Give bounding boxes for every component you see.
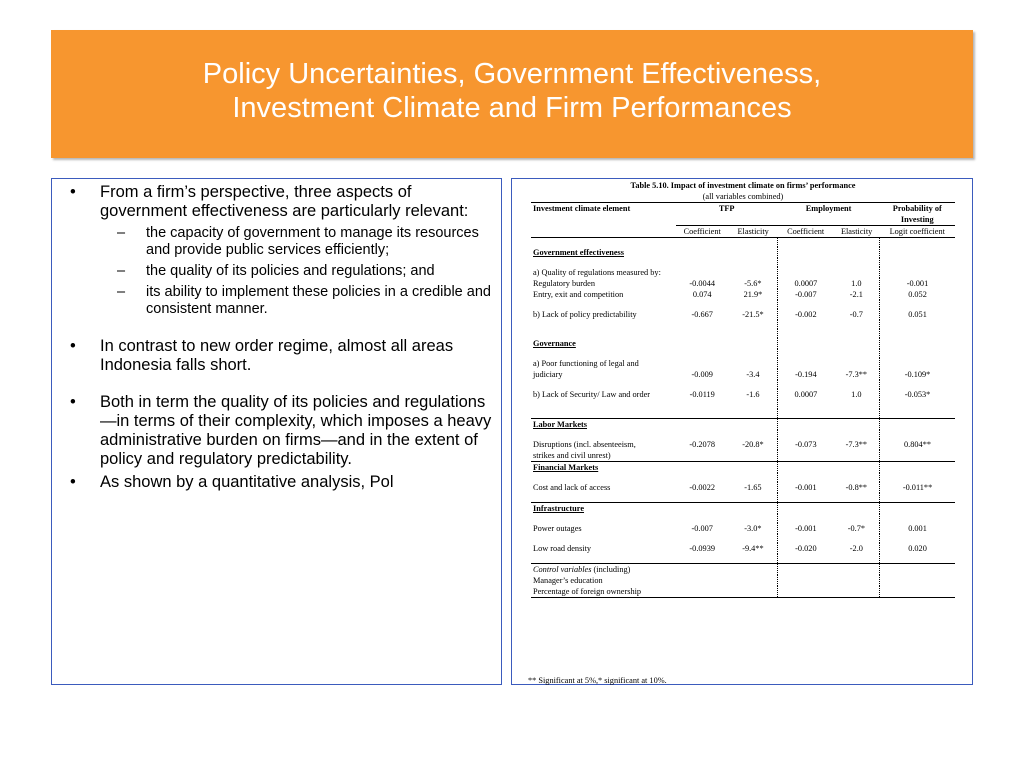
row-label: Percentage of foreign ownership	[533, 587, 642, 596]
table-row	[531, 389, 955, 400]
subheader-cell: Coefficient	[683, 227, 721, 236]
spacer-row	[531, 300, 955, 309]
value-cell: -0.053*	[880, 389, 955, 400]
spacer-row	[531, 473, 955, 482]
subheader-cell: Elasticity	[840, 227, 873, 236]
value-cell: -0.0119	[689, 390, 715, 399]
spacer-row	[531, 320, 955, 329]
value-cell: 1.0	[851, 279, 862, 288]
table-row	[531, 586, 955, 598]
bullet-text: Both in term the quality of its policies and regulations—in terms of their complexity, which imposes a heavy administrative burden on firms—and in the extent of policy and regulatory predictability.	[100, 393, 492, 468]
value-cell: -0.8**	[845, 483, 868, 492]
value-cell: -7.3**	[845, 440, 868, 449]
table-title: Table 5.10. Impact of investment climate on firms’ performance	[630, 181, 856, 190]
table-row	[531, 450, 955, 462]
title-banner	[51, 30, 973, 158]
value-cell: 0.052	[880, 289, 955, 300]
row-label: Low road density	[533, 544, 592, 553]
value-cell: -5.6*	[744, 279, 762, 288]
sub-bullet-text: its ability to implement these policies in a credible and consistent manner.	[146, 284, 491, 317]
subheader-blank	[531, 226, 676, 238]
value-cell: -21.5*	[742, 310, 764, 319]
bullet-list	[62, 183, 494, 492]
row-label: a) Quality of regulations measured by:	[533, 268, 661, 277]
spacer-row	[531, 329, 955, 338]
value-cell: 0.074	[692, 290, 712, 299]
value-cell: -0.002	[778, 309, 834, 320]
value-cell: 1.0	[851, 390, 862, 399]
section-title: Infrastructure	[533, 504, 585, 513]
value-cell: -0.007	[691, 524, 713, 533]
section-title: Government effectiveness	[533, 248, 625, 257]
sub-bullet-item	[62, 284, 494, 318]
slide-title-line-2: Investment Climate and Firm Performances	[232, 92, 792, 124]
slide-title	[51, 57, 973, 125]
value-cell: -3.0*	[744, 524, 762, 533]
section-row	[531, 462, 955, 474]
sub-bullet-text: the quality of its policies and regulations; and	[146, 263, 435, 279]
header-probability: Probability of Investing	[880, 203, 955, 226]
row-label: a) Poor functioning of legal and	[533, 359, 639, 368]
bullet-marker: •	[70, 473, 76, 491]
subheader-cell: Coefficient	[787, 227, 825, 236]
table-grid	[531, 202, 955, 598]
row-label: Cost and lack of access	[533, 483, 611, 492]
sub-bullet-item	[62, 225, 494, 259]
dash-marker: –	[117, 284, 126, 300]
table-caption	[531, 180, 955, 202]
table-row	[531, 482, 955, 493]
row-label: b) Lack of policy predictability	[533, 310, 637, 319]
table-row	[531, 289, 955, 300]
slide-title-line-1: Policy Uncertainties, Government Effectiveness,	[202, 58, 822, 90]
bullet-item	[62, 183, 494, 221]
row-label: Manager’s education	[533, 576, 603, 585]
spacer-row	[531, 349, 955, 358]
value-cell: -1.65	[744, 483, 762, 492]
value-cell: -0.0022	[689, 483, 715, 492]
table-row	[531, 543, 955, 554]
dash-marker: –	[117, 225, 126, 241]
spacer-row	[531, 514, 955, 523]
header-element: Investment climate element	[533, 204, 631, 213]
dash-marker: –	[117, 263, 126, 279]
value-cell: -9.4**	[742, 544, 764, 553]
value-cell: -0.001	[778, 482, 834, 493]
bullet-item	[62, 393, 494, 469]
value-cell: 0.020	[880, 543, 955, 554]
table-header-row	[531, 203, 955, 226]
spacer-row	[531, 534, 955, 543]
spacer-row	[531, 554, 955, 564]
control-label-rest: (including)	[591, 565, 631, 574]
spacer-row	[531, 430, 955, 439]
table-subtitle: (all variables combined)	[702, 192, 784, 201]
value-cell: -0.009	[691, 370, 713, 379]
value-cell: 0.0007	[778, 389, 834, 400]
spacer-row	[531, 380, 955, 389]
section-title: Governance	[533, 339, 576, 348]
value-cell: 0.051	[880, 309, 955, 320]
results-table	[531, 180, 955, 598]
bullet-item	[62, 473, 494, 492]
table-row	[531, 575, 955, 586]
section-title: Labor Markets	[533, 420, 588, 429]
header-employment: Employment	[778, 203, 880, 226]
row-label: strikes and civil unrest)	[533, 451, 611, 460]
bullet-item	[62, 337, 494, 375]
row-label: b) Lack of Security/ Law and order	[533, 390, 651, 399]
value-cell: -3.4	[746, 370, 760, 379]
value-cell: -1.6	[746, 390, 760, 399]
row-label	[531, 564, 676, 576]
spacer-row	[531, 409, 955, 419]
control-label: Control variables	[533, 565, 592, 574]
value-cell: -0.7	[849, 310, 863, 319]
value-cell: 0.804**	[880, 439, 955, 450]
bullet-text: From a firm’s perspective, three aspects of government effectiveness are particularly relevant:	[100, 183, 469, 220]
value-cell: -0.109*	[880, 369, 955, 380]
table-note: ** Significant at 5%,* significant at 10%.	[528, 676, 667, 685]
spacer-row	[531, 258, 955, 267]
value-cell: -2.0	[849, 544, 863, 553]
table-row	[531, 358, 955, 369]
table-row	[531, 439, 955, 450]
section-row	[531, 338, 955, 349]
row-label: Regulatory burden	[533, 279, 595, 288]
value-cell: -7.3**	[845, 370, 868, 379]
value-cell: -0.0044	[689, 279, 715, 288]
section-row	[531, 503, 955, 515]
value-cell: -0.007	[778, 289, 834, 300]
row-label: Disruptions (incl. absenteeism,	[533, 440, 636, 449]
row-label: Entry, exit and competition	[533, 290, 624, 299]
value-cell: -2.1	[849, 290, 863, 299]
value-cell: 21.9*	[743, 290, 763, 299]
section-title: Financial Markets	[533, 463, 599, 472]
value-cell: -0.7*	[847, 524, 865, 533]
value-cell: -0.2078	[689, 440, 715, 449]
sub-bullet-item	[62, 263, 494, 280]
value-cell: -0.073	[778, 439, 834, 450]
table-row	[531, 267, 955, 278]
value-cell: 0.0007	[778, 278, 834, 289]
table-row	[531, 278, 955, 289]
table-subheader-row	[531, 226, 955, 238]
value-cell: -20.8*	[742, 440, 764, 449]
value-cell: -0.194	[778, 369, 834, 380]
section-row	[531, 419, 955, 431]
table-row	[531, 564, 955, 576]
spacer-row	[531, 493, 955, 503]
value-cell: -0.011**	[880, 482, 955, 493]
bullet-marker: •	[70, 393, 76, 411]
sub-bullet-text: the capacity of government to manage its resources and provide public services efficiently;	[146, 225, 479, 258]
value-cell: -0.0939	[689, 544, 715, 553]
section-row	[531, 247, 955, 258]
bullet-text: In contrast to new order regime, almost all areas Indonesia falls short.	[100, 337, 454, 374]
value-cell: -0.020	[778, 543, 834, 554]
table-row	[531, 523, 955, 534]
table-row	[531, 309, 955, 320]
row-label: Power outages	[533, 524, 582, 533]
table-row	[531, 369, 955, 380]
header-tfp: TFP	[676, 203, 778, 226]
row-label: judiciary	[533, 370, 563, 379]
spacer-row	[531, 238, 955, 248]
value-cell: -0.001	[778, 523, 834, 534]
value-cell: -0.001	[880, 278, 955, 289]
value-cell: -0.667	[691, 310, 713, 319]
spacer-row	[531, 400, 955, 409]
value-cell: 0.001	[880, 523, 955, 534]
bullet-marker: •	[70, 183, 76, 201]
bullet-panel	[51, 178, 502, 685]
bullet-text: As shown by a quantitative analysis, Pol	[100, 473, 394, 491]
subheader-cell: Logit coefficient	[889, 227, 945, 236]
bullet-marker: •	[70, 337, 76, 355]
subheader-cell: Elasticity	[737, 227, 769, 236]
